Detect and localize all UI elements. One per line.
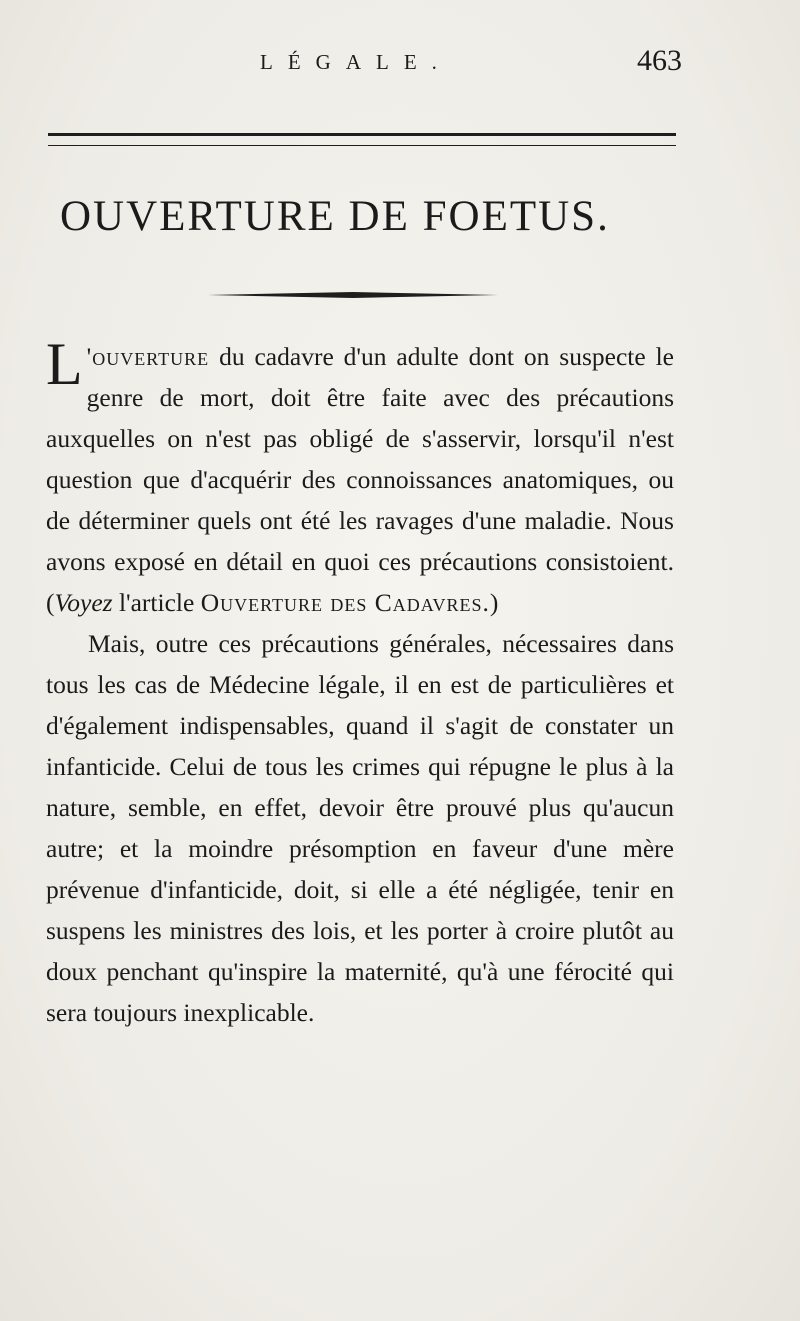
paragraph-2: Mais, outre ces précautions générales, nécessaires dans tous les cas de Médecine légale, il en est de particulières et d'également indispensables, quand il s'agit de constater un infanticide. Celui de tous les crimes qui répugne le plus à la nature, semble, en effet, devoir être prouvé plus qu'aucun autre; et la moindre présomption en faveur d'une mère prévenue d'infanticide, doit, si elle a été négligée, tenir en suspens les ministres des lois, et les porter à croire plutôt au doux penchant qu'inspire la maternité, qu'à une férocité qui sera toujours inexplicable. — [46, 629, 674, 1027]
page-number: 463 — [637, 44, 682, 77]
article-body — [46, 331, 674, 1033]
header-rule-thin — [48, 145, 676, 146]
article-heading: OUVERTURE DE FOETUS. — [60, 193, 610, 240]
paragraph-1 — [46, 331, 674, 623]
p1-text-a: du cadavre d'un adulte dont on suspecte le genre de mort, doit être faite avec des précautions auxquelles on n'est pas obligé de s'asservir, lorsqu'il n'est question que d'acquérir des connoissances anatomiques, ou de déterminer quels ont été les ravages d'une maladie. Nous avons exposé en détail en quoi ces précautions consistoient. ( — [46, 342, 674, 617]
p1-text-b: l'article — [112, 588, 201, 617]
running-head — [48, 44, 682, 84]
running-head-title: LÉGALE. — [260, 50, 452, 74]
header-rule-thick — [48, 133, 676, 136]
lead-small-caps: 'ouverture — [86, 342, 210, 371]
voyez-reference: Voyez — [54, 588, 113, 617]
cross-reference: Ouverture des Cadavres. — [200, 588, 490, 617]
drop-cap: L — [46, 331, 83, 397]
p1-text-c: ) — [489, 588, 499, 617]
ornament-rule — [208, 290, 498, 300]
